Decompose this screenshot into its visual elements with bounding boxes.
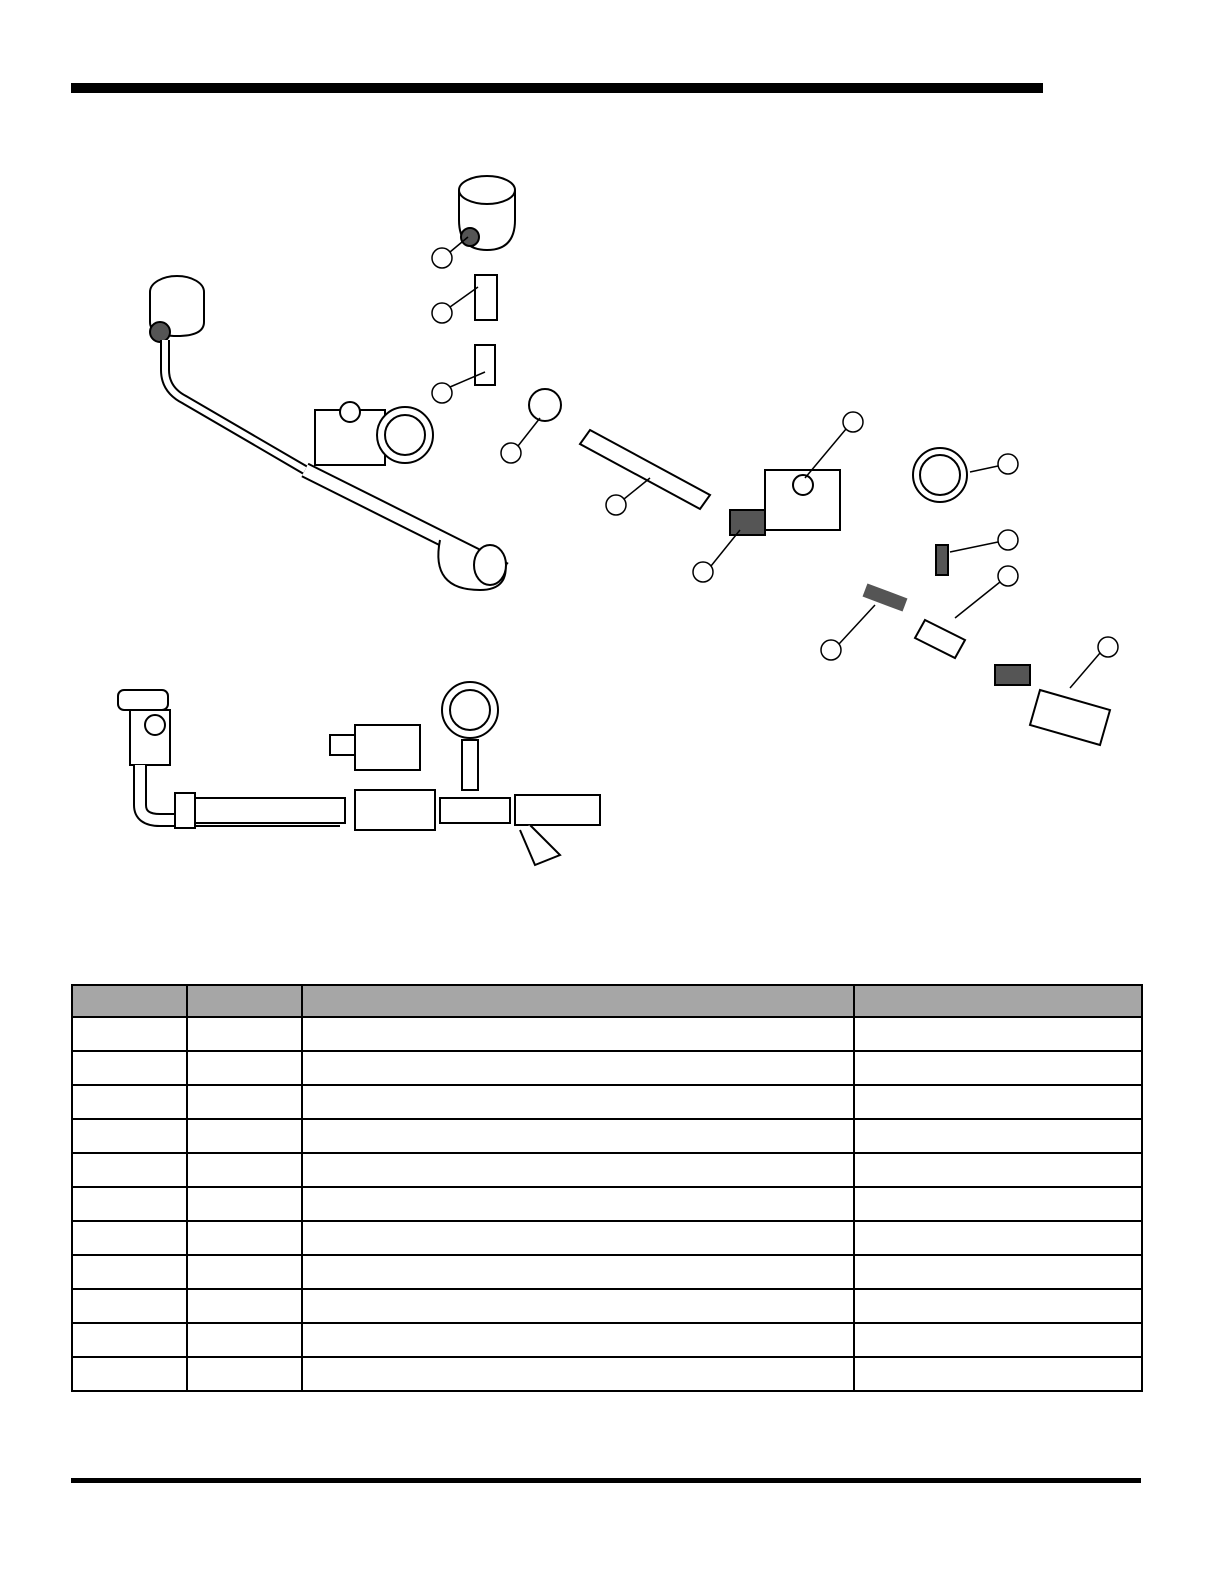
table-cell (187, 1119, 302, 1153)
table-cell (854, 1357, 1142, 1391)
table-cell (187, 1357, 302, 1391)
header-cell (302, 985, 854, 1017)
table-cell (72, 1017, 187, 1051)
table-cell (302, 1187, 854, 1221)
table-cell (302, 1051, 854, 1085)
table-row (72, 1323, 1142, 1357)
table-cell (854, 1017, 1142, 1051)
table-cell (854, 1255, 1142, 1289)
table-cell (72, 1051, 187, 1085)
parts-table (71, 984, 1143, 1392)
table-cell (302, 1085, 854, 1119)
header-cell (187, 985, 302, 1017)
table-cell (302, 1255, 854, 1289)
table-row (72, 1255, 1142, 1289)
table-row (72, 1187, 1142, 1221)
table-cell (72, 1119, 187, 1153)
table-cell (187, 1085, 302, 1119)
table-row (72, 1119, 1142, 1153)
table-cell (72, 1323, 187, 1357)
table-cell (72, 1187, 187, 1221)
table-cell (187, 1153, 302, 1187)
table-cell (854, 1085, 1142, 1119)
assembled-isometric-view (150, 276, 506, 590)
table-cell (72, 1153, 187, 1187)
table-row (72, 1289, 1142, 1323)
parts-table-header-row (72, 985, 1142, 1017)
table-cell (187, 1221, 302, 1255)
header-cell (72, 985, 187, 1017)
table-cell (302, 1017, 854, 1051)
table-cell (187, 1051, 302, 1085)
table-cell (302, 1153, 854, 1187)
table-cell (302, 1289, 854, 1323)
table-cell (854, 1119, 1142, 1153)
header-rule (71, 83, 1043, 93)
table-cell (72, 1289, 187, 1323)
footer-rule (71, 1478, 1141, 1483)
table-cell (187, 1323, 302, 1357)
table-cell (302, 1119, 854, 1153)
table-cell (72, 1085, 187, 1119)
table-row (72, 1357, 1142, 1391)
table-cell (187, 1017, 302, 1051)
table-cell (854, 1323, 1142, 1357)
table-cell (302, 1221, 854, 1255)
table-row (72, 1017, 1142, 1051)
table-row (72, 1085, 1142, 1119)
table-cell (854, 1187, 1142, 1221)
table-cell (854, 1221, 1142, 1255)
exploded-assembly-drawing (0, 100, 1224, 900)
table-row (72, 1051, 1142, 1085)
front-elevation-view (118, 682, 600, 865)
callout-balloons (432, 237, 1118, 688)
table-cell (302, 1357, 854, 1391)
table-cell (302, 1323, 854, 1357)
table-cell (72, 1255, 187, 1289)
table-cell (72, 1221, 187, 1255)
table-cell (854, 1051, 1142, 1085)
table-cell (854, 1153, 1142, 1187)
table-cell (187, 1255, 302, 1289)
table-row (72, 1153, 1142, 1187)
header-cell (854, 985, 1142, 1017)
table-cell (854, 1289, 1142, 1323)
table-cell (72, 1357, 187, 1391)
table-cell (187, 1187, 302, 1221)
table-cell (187, 1289, 302, 1323)
table-row (72, 1221, 1142, 1255)
